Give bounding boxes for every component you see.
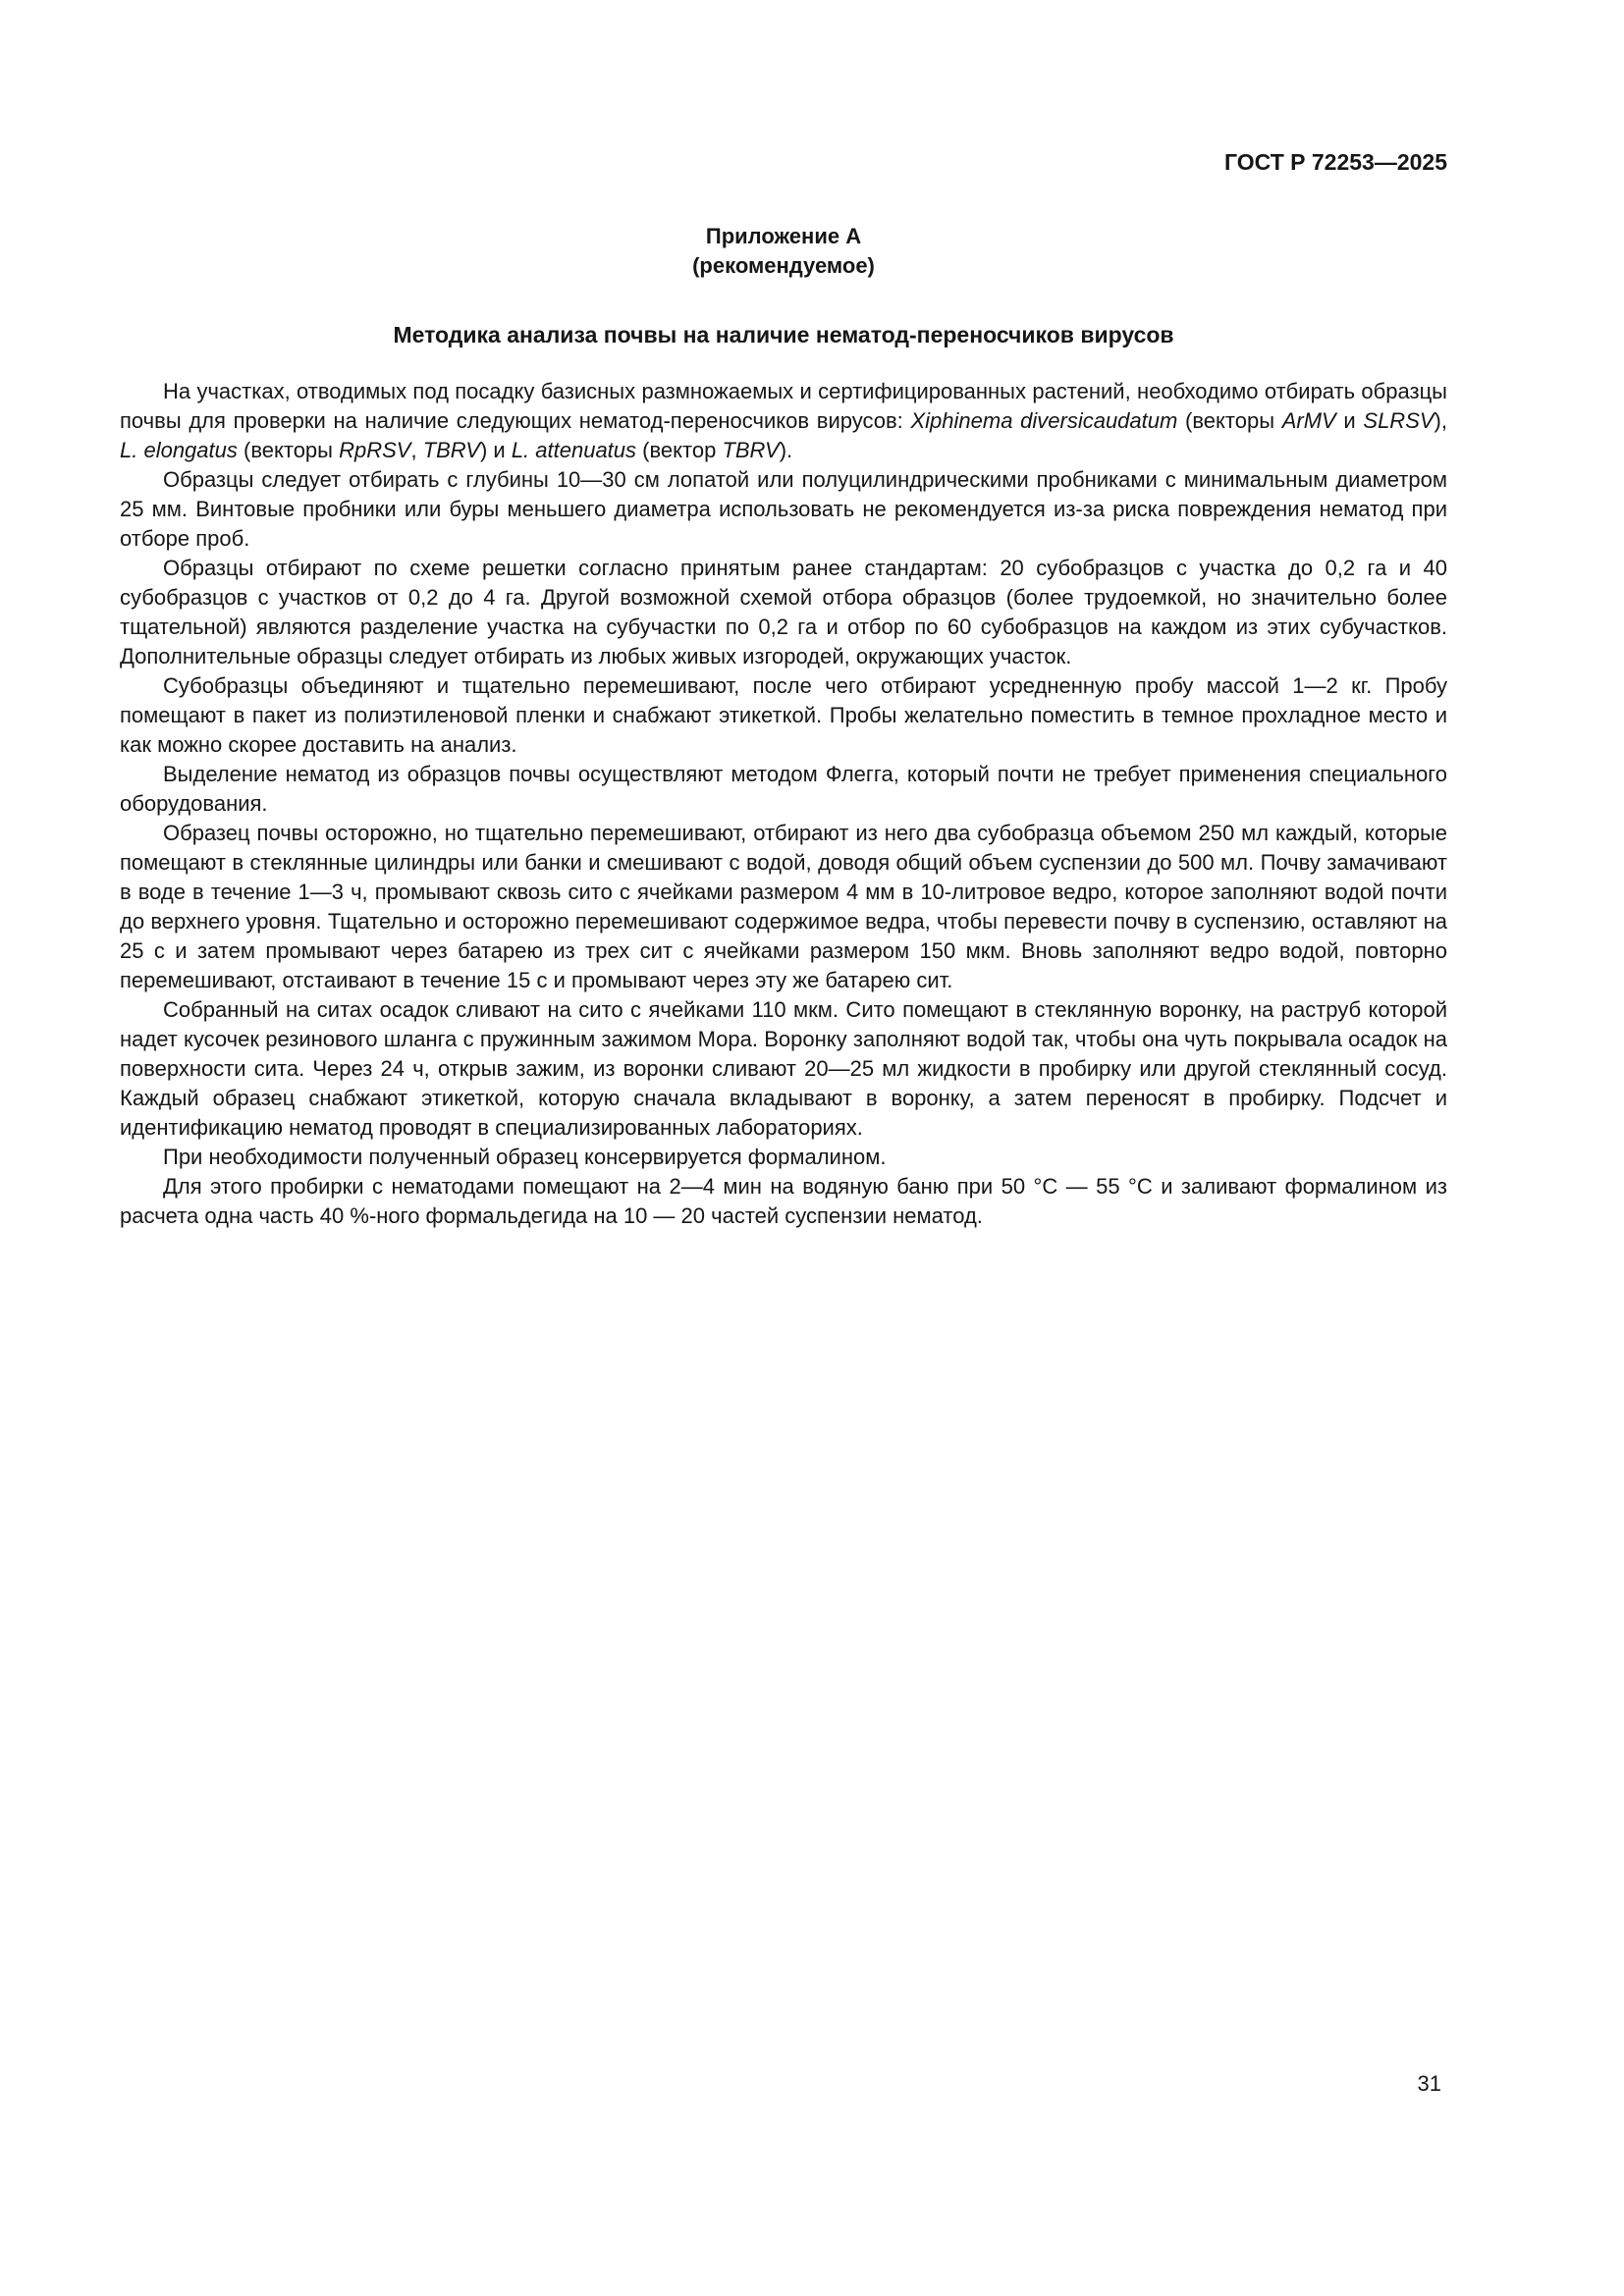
italic-text-run: SLRSV <box>1363 408 1435 433</box>
paragraph <box>120 1143 1447 1172</box>
italic-text-run: L. elongatus <box>120 438 238 462</box>
text-run: Собранный на ситах осадок сливают на сито с ячейками 110 мкм. Сито помещают в стеклянную воронку, на раструб которой надет кусочек резинового шланга с пружинным зажимом Мора. Воронку заполняют водой так, чтобы она чуть покрывала осадок на поверхности сита. Через 24 ч, открыв зажим, из воронки сливают 20—25 мл жидкости в пробирку или другой стеклянный сосуд. Каждый образец снабжают этикеткой, которую сначала вкладывают в воронку, а затем переносят в пробирку. Подсчет и идентификацию нематод проводят в специализированных лабораториях. <box>120 997 1447 1140</box>
italic-text-run: TBRV <box>722 438 780 462</box>
paragraph <box>120 671 1447 760</box>
text-run: Выделение нематод из образцов почвы осуществляют методом Флегга, который почти не требует применения специального оборудования. <box>120 762 1447 816</box>
text-run: Для этого пробирки с нематодами помещают на 2—4 мин на водяную баню при 50 °C — 55 °C и заливают формалином из расчета одна часть 40 %-ного формальдегида на 10 — 20 частей суспензии нематод. <box>120 1174 1447 1228</box>
italic-text-run: ArMV <box>1281 408 1336 433</box>
text-run: , <box>410 438 423 462</box>
text-run: (векторы <box>1177 408 1282 433</box>
text-run: Образцы следует отбирать с глубины 10—30 см лопатой или полуцилиндрическими пробниками с минимальным диаметром 25 мм. Винтовые пробники или буры меньшего диаметра использовать не рекомендуется из-за риска повреждения нематод при отборе проб. <box>120 467 1447 551</box>
italic-text-run: TBRV <box>422 438 480 462</box>
text-run: (вектор <box>636 438 723 462</box>
page-content <box>120 147 1447 1231</box>
paragraph <box>120 760 1447 819</box>
text-run: При необходимости полученный образец консервируется формалином. <box>163 1145 887 1169</box>
appendix-title: Приложение А <box>705 224 862 248</box>
italic-text-run: RpRSV <box>339 438 411 462</box>
text-run: На участках, отводимых под посадку базисных размножаемых и сертифицированных растений, необходимо отбирать образцы почвы для проверки на наличие следующих нематод-переносчиков вирусов: <box>120 379 1447 433</box>
italic-text-run: Xiphinema diversicaudatum <box>910 408 1178 433</box>
text-run: Образец почвы осторожно, но тщательно перемешивают, отбирают из него два субобразца объемом 250 мл каждый, которые помещают в стеклянные цилиндры или банки и смешивают с водой, доводя общий объем суспензии до 500 мл. Почву замачивают в воде в течение 1—3 ч, промывают сквозь сито с ячейками размером 4 мм в 10-литровое ведро, которое заполняют водой почти до верхнего уровня. Тщательно и осторожно перемешивают содержимое ведра, чтобы перевести почву в суспензию, оставляют на 25 с и затем промывают через батарею из трех сит с ячейками размером 150 мкм. Вновь заполняют ведро водой, повторно перемешивают, отстаивают в течение 15 с и промывают через эту же батарею сит. <box>120 821 1447 992</box>
text-run: Образцы отбирают по схеме решетки согласно принятым ранее стандартам: 20 субобразцов с участка до 0,2 га и 40 субобразцов с участков от 0,2 до 4 га. Другой возможной схемой отбора образцов (более трудоемкой, но значительно более тщательной) являются разделение участка на субучастки по 0,2 га и отбор по 60 субобразцов на каждом из этих субучастков. Дополнительные образцы следует отбирать из любых живых изгородей, окружающих участок. <box>120 556 1447 668</box>
text-run: ) и <box>479 438 512 462</box>
paragraph <box>120 995 1447 1143</box>
paragraph <box>120 377 1447 465</box>
section-heading: Методика анализа почвы на наличие нематод-переносчиков вирусов <box>393 322 1174 347</box>
page-number: 31 <box>1417 2071 1441 2096</box>
italic-text-run: L. attenuatus <box>511 438 637 462</box>
document-code-header: ГОСТ Р 72253—2025 <box>1224 149 1447 175</box>
paragraph <box>120 465 1447 554</box>
text-run: ), <box>1434 408 1447 433</box>
appendix-subtitle: (рекомендуемое) <box>692 253 875 278</box>
body-paragraphs <box>120 377 1447 1231</box>
text-run: ). <box>779 438 793 462</box>
paragraph <box>120 819 1447 995</box>
paragraph <box>120 554 1447 671</box>
paragraph <box>120 1172 1447 1231</box>
text-run: Субобразцы объединяют и тщательно перемешивают, после чего отбирают усредненную пробу массой 1—2 кг. Пробу помещают в пакет из полиэтиленовой пленки и снабжают этикеткой. Пробы желательно поместить в темное прохладное место и как можно скорее доставить на анализ. <box>120 673 1447 757</box>
text-run: (векторы <box>237 438 340 462</box>
text-run: и <box>1335 408 1364 433</box>
